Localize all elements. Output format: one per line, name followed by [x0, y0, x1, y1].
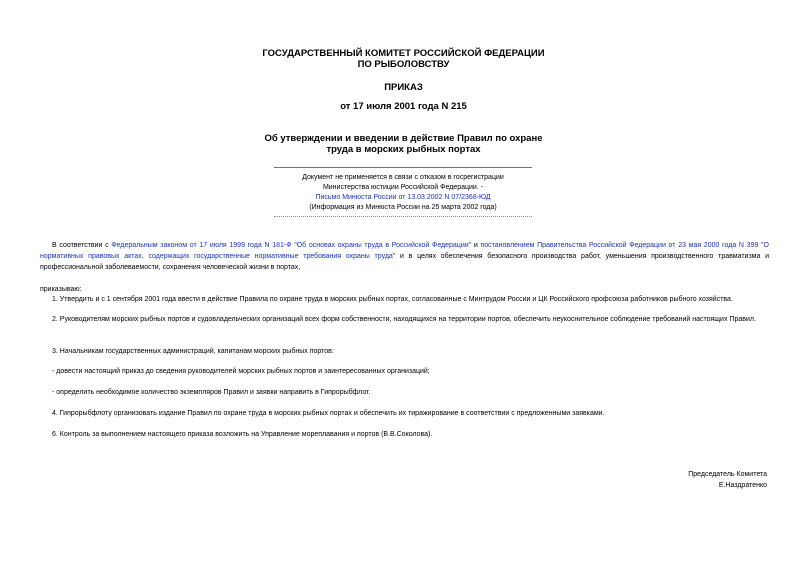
order-item-3-sub-1: - довести настоящий приказ до сведения руководителей морских рыбных портов и заинтересованных организаций;	[52, 368, 430, 375]
document-type: ПРИКАЗ	[384, 82, 423, 93]
signatory-name: Е.Наздратенко	[718, 482, 767, 489]
preamble-intro: В соответствии с	[52, 242, 112, 249]
notice-line-1: Документ не применяется в связи с отказом в госрегистрации	[302, 174, 504, 181]
signatory-position: Председатель Комитета	[688, 471, 767, 478]
order-item-1: 1. Утвердить и с 1 сентября 2001 года ввести в действие Правила по охране труда в морских рыбных портах, согласованные с Минтрудом России и ЦК Российского профсоюза работников рыбного хозяйства.	[52, 296, 733, 303]
authority-line-2: ПО РЫБОЛОВСТВУ	[357, 59, 450, 70]
preamble-paragraph	[40, 240, 769, 273]
government-resolution-link[interactable]: постановлением Правительства Российской Федерации от 23 мая 2000 года N 399 "О нормативных правовых актах, содержащих государственные нормативные требования охраны труда"	[40, 242, 769, 260]
notice-line-4: (Информация из Минюста России на 25 марта 2002 года)	[309, 204, 497, 211]
order-item-3-sub-2: - определить необходимое количество экземпляров Правил и заявки направить в Гипрорыбфлот.	[52, 389, 371, 396]
order-word: приказываю:	[40, 286, 82, 293]
preamble-and: и	[471, 242, 481, 249]
order-item-2: 2. Руководителям морских рыбных портов и судовладельческих организаций всех форм собственности, находящихся на территории портов, обеспечить неукоснительное соблюдение требований настоящих Правил.	[52, 316, 756, 323]
notice-bottom-divider	[274, 216, 532, 217]
issuing-authority	[0, 48, 807, 70]
document-date: от 17 июля 2001 года N 215	[340, 101, 467, 112]
order-item-3: 3. Начальникам государственных администраций, капитанам морских рыбных портов:	[52, 348, 334, 355]
authority-line-1: ГОСУДАРСТВЕННЫЙ КОМИТЕТ РОССИЙСКОЙ ФЕДЕРАЦИИ	[262, 48, 545, 59]
title-line-2: труда в морских рыбных портах	[326, 144, 481, 155]
notice-line-2: Министерства юстиции Российской Федерации. -	[322, 184, 484, 191]
preamble-rest: и в целях обеспечения безопасного производства работ, уменьшения производственного травматизма и профессиональной заболеваемости, сохранения человеческой жизни в портах,	[40, 253, 769, 271]
notice-ministry-letter-link[interactable]: Письмо Минюста России от 13.03.2002 N 07/2368-ЮД	[315, 194, 491, 201]
title-line-1: Об утверждении и введении в действие Правил по охране	[264, 133, 543, 144]
document-title	[0, 133, 807, 155]
status-notice	[274, 167, 532, 217]
signature-block	[688, 469, 767, 491]
federal-law-link[interactable]: Федеральным законом от 17 июля 1999 года N 181-Ф "Об основах охраны труда в Российской Федерации"	[111, 242, 472, 249]
order-item-4: 4. Гипрорыбфлоту организовать издание Правил по охране труда в морских рыбных портах и обеспечить их тиражирование в соответствии с предложенными заявками.	[52, 410, 605, 417]
order-item-6: 6. Контроль за выполнением настоящего приказа возложить на Управление мореплавания и портов (В.В.Соколова).	[52, 431, 433, 438]
